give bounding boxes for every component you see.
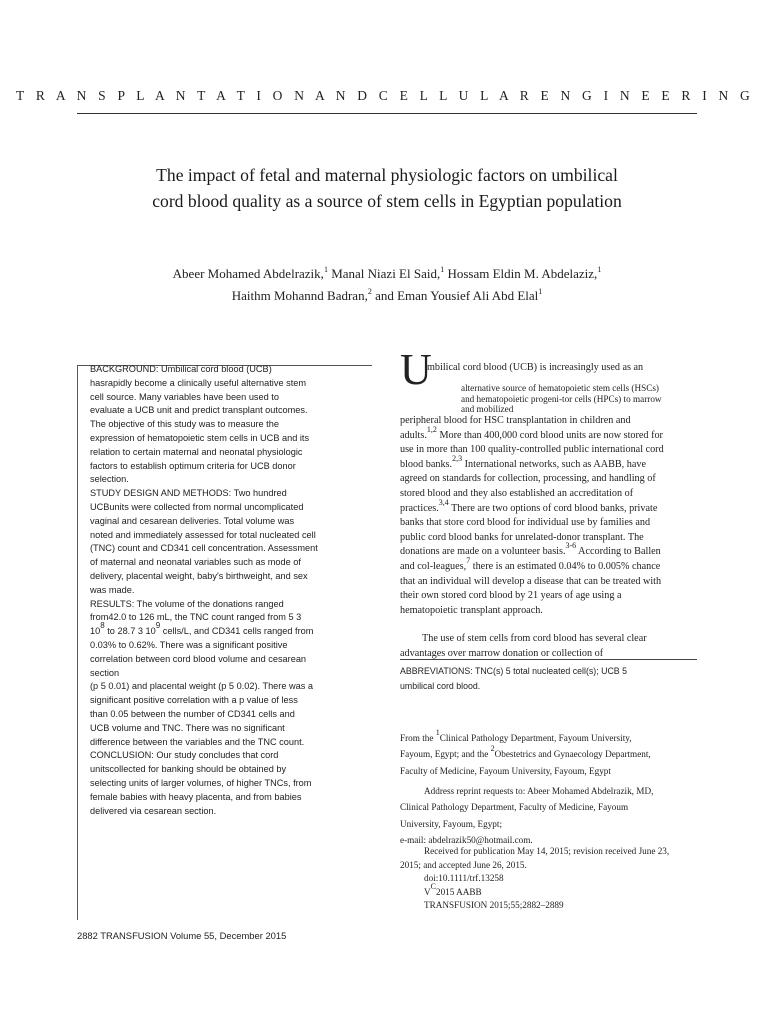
abstract-line: of maternal and neonatal variables such as mode of bbox=[90, 557, 301, 568]
affiliations: From the $^1$Clinical Pathology Department, Fayoum University, Fayoum, Egypt; and the $^2$Obestetrics and Gynaecology Department, Faculty of Medicine, Fayoum University, Fayoum, Egypt bbox=[400, 728, 651, 776]
abstract-line: (TNC) count and CD341 cell concentration. Assessment bbox=[90, 543, 318, 554]
authors-line-1: Abeer Mohamed Abdelrazik,$^1$ Manal Niazi El Said,$^1$ Hossam Eldin M. Abdelaziz,$^1$ bbox=[172, 265, 602, 281]
intro-first-line: mbilical cord blood (UCB) is increasingly used as an bbox=[427, 362, 644, 373]
abstract-line: noted and immediately assessed for total nucleated cell bbox=[90, 529, 316, 540]
abstract-line: cell source. Many variables have been used to bbox=[90, 391, 279, 402]
abstract-line: unitscollected for banking should be obtained by bbox=[90, 764, 287, 775]
abstract-line: correlation between cord blood volume and cesarean bbox=[90, 653, 307, 664]
abstract-line: BACKGROUND: Umbilical cord blood (UCB) bbox=[90, 364, 272, 374]
abstract-line: RESULTS: The volume of the donations ranged bbox=[90, 598, 284, 609]
reprint-address bbox=[400, 783, 697, 849]
article-title bbox=[77, 162, 697, 214]
abstract-line: selection. bbox=[90, 474, 129, 485]
author-list bbox=[77, 263, 697, 307]
abstract-line: was made. bbox=[90, 584, 135, 595]
section-heading: T R A N S P L A N T A T I O N A N D C E L L U L A R E N G I N E E R I N G bbox=[16, 88, 754, 103]
abstract-line: UCB volume and TNC. There was no significant bbox=[90, 722, 285, 733]
address-line: Address reprint requests to: Abeer Mohamed Abdelrazik, MD, bbox=[424, 786, 654, 796]
doi: doi:10.1111/trf.13258 bbox=[424, 873, 504, 883]
abstract-line: relation to certain maternal and neonatal physiologic bbox=[90, 446, 303, 457]
drop-cap: U bbox=[400, 345, 432, 394]
header-rule bbox=[77, 113, 697, 114]
authors-line-2: Haithm Mohannd Badran,$^2$ and Eman Yousief Ali Abd Elal$^1$ bbox=[231, 287, 543, 303]
abstract-line: $10^8$ to 28.7 3 $10^9$ cells/L, and CD341 cells ranged from bbox=[90, 621, 314, 637]
abstract-line: from42.0 to 126 mL, the TNC count ranged from 5 3 bbox=[90, 612, 302, 623]
abstract-line: factors to establish optimum criteria for UCB donor bbox=[90, 460, 296, 471]
abstract-line: delivered via cesarean section. bbox=[90, 805, 217, 816]
abstract-line: selecting units of larger volumes, of higher TNCs, from bbox=[90, 777, 312, 788]
address-line: e-mail: abdelrazik50@hotmail.com. bbox=[400, 835, 533, 846]
copyright: $V^C2015$ AABB bbox=[424, 881, 482, 897]
abstract-line: section bbox=[90, 667, 120, 678]
intro-indented-line: alternative source of hematopoietic stem cells (HSCs) bbox=[461, 383, 659, 393]
abstract-line: hasrapidly become a clinically useful alternative stem bbox=[90, 377, 307, 388]
address-line: Clinical Pathology Department, Faculty of Medicine, Fayoum bbox=[400, 802, 629, 813]
abbreviations-rule bbox=[400, 659, 697, 660]
page-footer: 2882 TRANSFUSION Volume 55, December 2015 bbox=[77, 930, 287, 941]
abstract-line: STUDY DESIGN AND METHODS: Two hundred bbox=[90, 488, 287, 499]
journal-citation: TRANSFUSION 2015;55;2882–2889 bbox=[424, 900, 564, 910]
abstract-line: female babies with heavy placenta, and from babies bbox=[90, 791, 302, 802]
abstract-line: UCBunits were collected from normal uncomplicated bbox=[90, 501, 304, 512]
abstract-line: 0.03% to 0.62%. There was a significant positive bbox=[90, 639, 288, 650]
intro-indented-line: and mobilized bbox=[461, 404, 514, 414]
abstract bbox=[90, 363, 366, 818]
abstract-line: CONCLUSION: Our study concludes that cord bbox=[90, 750, 279, 761]
abstract-line: expression of hematopoietic stem cells in UCB and its bbox=[90, 432, 310, 443]
intro-indented bbox=[461, 383, 697, 415]
abstract-line: significant positive correlation with a p value of less bbox=[90, 695, 298, 706]
abstract-line: evaluate a UCB unit and predict transplant outcomes. bbox=[90, 405, 308, 416]
intro-indented-line: and hematopoietic progeni-tor cells (HPCs) to marrow bbox=[461, 393, 662, 404]
abstract-line: (p 5 0.01) and placental weight (p 5 0.02). There was a bbox=[90, 681, 314, 692]
abstract-line: The objective of this study was to measure the bbox=[90, 419, 279, 430]
address-line: University, Fayoum, Egypt; bbox=[400, 818, 502, 829]
title-line-1: The impact of fetal and maternal physiologic factors on umbilical bbox=[156, 165, 618, 185]
abstract-line: than 0.05 between the number of CD341 cells and bbox=[90, 708, 295, 719]
abstract-line: vaginal and cesarean deliveries. Total volume was bbox=[90, 515, 295, 526]
abstract-line: difference between the variables and the TNC count. bbox=[90, 736, 305, 747]
intro-paragraph-1: peripheral blood for HSC transplantation in children and adults.$^{1,2}$ More than 400,000 cord blood units are now stored for use in more than 100 quality-controlled public international cord blood banks.$^{2,3}$ International networks, such as AABB, have agreed on standards for collection, processing, and handling of stored blood and they also established an accreditation of practices.$^{3,4}$ There are two options of cord blood banks, private banks that store cord blood for individual use by families and public cord blood banks for unrelated-donor transplant. The donations are made on a volunteer basis.$^{3-6}$ According to Ballen and col-leagues,$^7$ there is an estimated 0.04% to 0.005% chance that an individual will develop a disease that can be treated with their own stored cord blood by 21 years of age using a hematopoietic transplant approach. bbox=[400, 415, 664, 616]
abbreviations: ABBREVIATIONS: TNC(s) 5 total nucleated cell(s); UCB 5 umbilical cord blood. bbox=[400, 666, 627, 691]
title-line-2: cord blood quality as a source of stem cells in Egyptian population bbox=[152, 191, 622, 211]
abstract-line: delivery, placental weight, baby's birthweight, and sex bbox=[90, 570, 308, 581]
received-info: Received for publication May 14, 2015; revision received June 23, 2015; and accepted June 26, 2015. doi:10.1111/trf.13258 $V^C2015$ AABB TRANSFUSION 2015;55;2882–2889 bbox=[400, 845, 697, 913]
intro-paragraph-2: The use of stem cells from cord blood has several clear advantages over marrow donation or collection of bbox=[400, 633, 647, 659]
